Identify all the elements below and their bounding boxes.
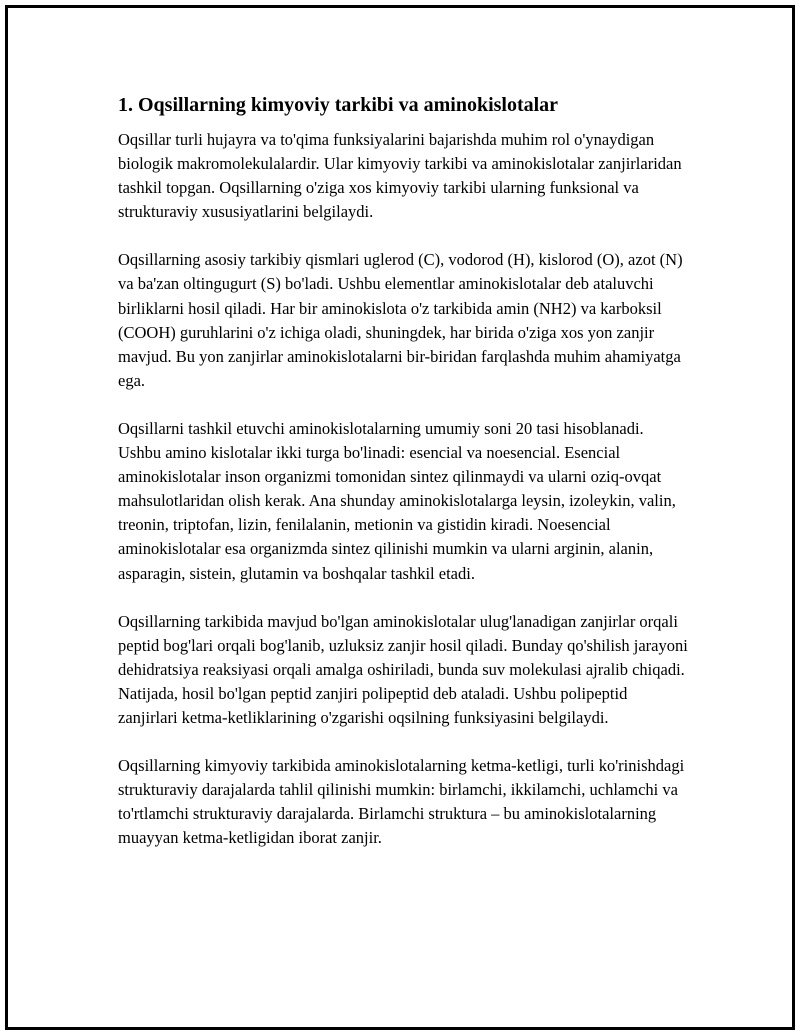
paragraph-4: Oqsillarning tarkibida mavjud bo'lgan aminokislotalar ulug'lanadigan zanjirlar orqali peptid bog'lari orqali bog'lanib, uzluksiz zanjir hosil qiladi. Bunday qo'shilish jarayoni dehidratsiya reaksiyasi orqali amalga oshiriladi, bunda suv molekulasi ajralib chiqadi. Natijada, hosil bo'lgan peptid zanjiri polipeptid deb ataladi. Ushbu polipeptid zanjirlari ketma-ketliklarining o'zgarishi oqsilning funksiyasini belgilaydi. — [118, 611, 688, 727]
paragraph-3: Oqsillarni tashkil etuvchi aminokislotalarning umumiy soni 20 tasi hisoblanadi. Ushbu amino kislotalar ikki turga bo'linadi: esencial va noesencial. Esencial aminokislotalar inson organizmi tomonidan sintez qilinmaydi va ularni oziq-ovqat mahsulotlaridan olish kerak. Ana shunday aminokislotalarga leysin, izoleykin, valin, treonin, triptofan, lizin, fenilalanin, metionin va gistidin kiradi. Noesencial aminokislotalar esa organizmda sintez qilinishi mumkin va ularni arginin, alanin, asparagin, sistein, glutamin va boshqalar tashkil etadi. — [118, 418, 676, 583]
paragraph-5: Oqsillarning kimyoviy tarkibida aminokislotalarning ketma-ketligi, turli ko'rinishdagi strukturaviy darajalarda tahlil qilinishi mumkin: birlamchi, ikkilamchi, uchlamchi va to'rtlamchi strukturaviy darajalarda. Birlamchi struktura – bu aminokislotalarning muayyan ketma-ketligidan iborat zanjir. — [118, 756, 685, 848]
document-body — [118, 92, 688, 874]
section-title: 1. Oqsillarning kimyoviy tarkibi va aminokislotalar — [118, 94, 559, 116]
paragraph-2: Oqsillarning asosiy tarkibiy qismlari uglerod (C), vodorod (H), kislorod (O), azot (N) va ba'zan oltingugurt (S) bo'ladi. Ushbu elementlar aminokislotalar deb ataluvchi birliklarni hosil qiladi. Har bir aminokislota o'z tarkibida amin (NH2) va karboksil (COOH) guruhlarini o'z ichiga oladi, shuningdek, har birida o'ziga xos yon zanjir mavjud. Bu yon zanjirlar aminokislotalarni bir-biridan farqlashda muhim ahamiyatga ega. — [118, 250, 683, 390]
paragraph-1: Oqsillar turli hujayra va to'qima funksiyalarini bajarishda muhim rol o'ynaydigan biologik makromolekulalardir. Ular kimyoviy tarkibi va aminokislotalar zanjirlaridan tashkil topgan. Oqsillarning o'ziga xos kimyoviy tarkibi ularning funksional va strukturaviy xususiyatlarini belgilaydi. — [118, 130, 682, 222]
